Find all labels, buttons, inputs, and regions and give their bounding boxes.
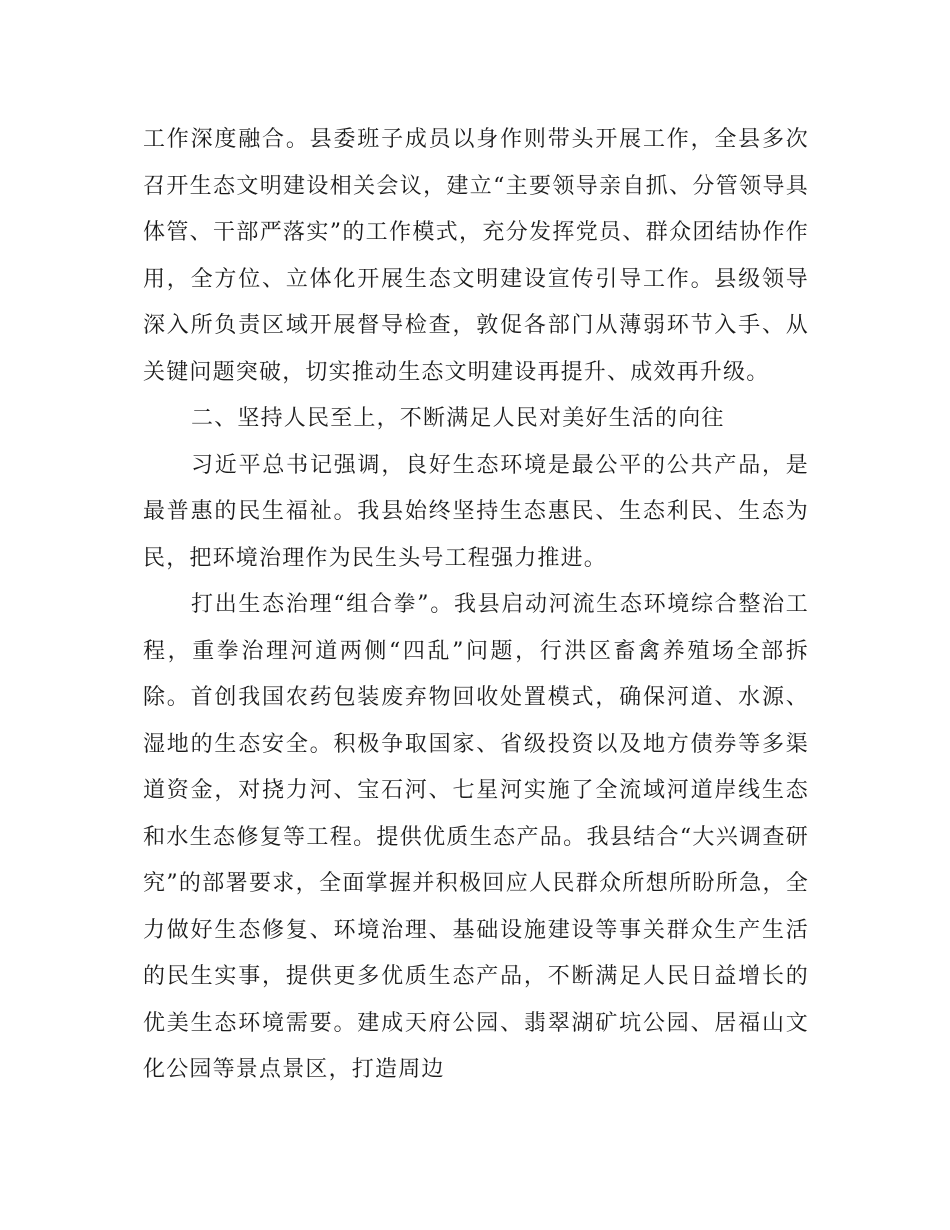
paragraph-governance: 打出生态治理“组合拳”。我县启动河流生态环境综合整治工程，重拳治理河道两侧“四乱”问题，行洪区畜禽养殖场全部拆除。首创我国农药包装废弃物回收处置模式，确保河道、水源、湿地的生态安全。积极争取国家、省级投资以及地方债券等多渠道资金，对挠力河、宝石河、七星河实施了全流域河道岸线生态和水生态修复等工程。提供优质生态产品。我县结合“大兴调查研究”的部署要求，全面掌握并积极回应人民群众所想所盼所急，全力做好生态修复、环境治理、基础设施建设等事关群众生产生活的民生实事，提供更多优质生态产品，不断满足人民日益增长的优美生态环境需要。建成天府公园、翡翠湖矿坑公园、居福山文化公园等景点景区，打造周边 — [143, 592, 809, 1082]
paragraph-quote: 习近平总书记强调，良好生态环境是最公平的公共产品，是最普惠的民生福祉。我县始终坚持生态惠民、生态利民、生态为民，把环境治理作为民生头号工程强力推进。 — [143, 452, 809, 571]
document-body — [143, 117, 809, 1094]
section-heading: 二、坚持人民至上，不断满足人民对美好生活的向往 — [191, 406, 725, 431]
paragraph-continued: 工作深度融合。县委班子成员以身作则带头开展工作，全县多次召开生态文明建设相关会议，建立“主要领导亲自抓、分管领导具体管、干部严落实”的工作模式，充分发挥党员、群众团结协作作用，全方位、立体化开展生态文明建设宣传引导工作。县级领导深入所负责区域开展督导检查，敦促各部门从薄弱环节入手、从关键问题突破，切实推动生态文明建设再提升、成效再升级。 — [143, 127, 809, 385]
